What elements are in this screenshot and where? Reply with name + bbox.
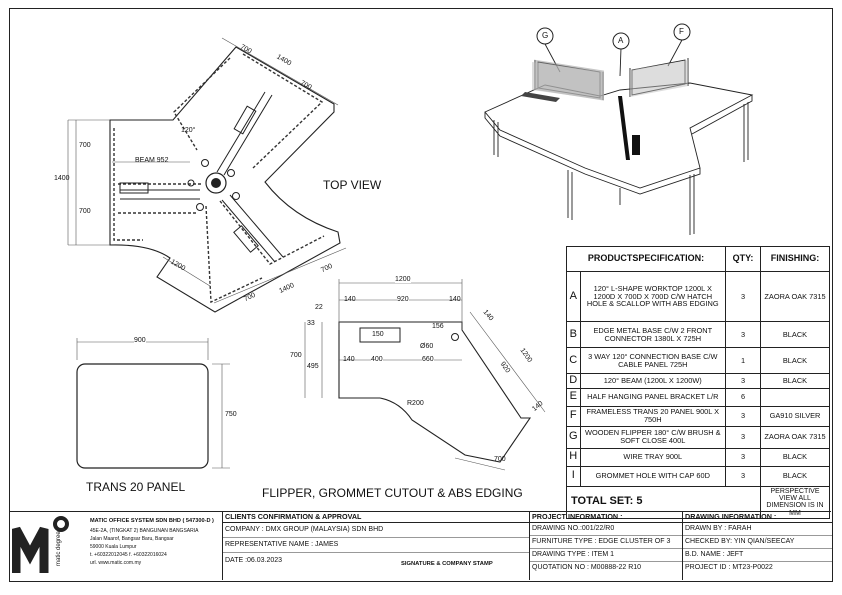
flipper-dim-1200: 1200 <box>395 276 411 283</box>
flipper-dim-22: 22 <box>315 304 323 311</box>
drawn-by: DRAWN BY : FARAH <box>683 523 832 536</box>
dim-left-1400: 1400 <box>54 175 70 182</box>
spec-row <box>567 272 830 322</box>
flipper-title: FLIPPER, GROMMET CUTOUT & ABS EDGING <box>262 486 523 500</box>
spec-desc: WOODEN FLIPPER 180° C/W BRUSH & SOFT CLOSE 400L <box>580 426 725 448</box>
spec-qty: 1 <box>726 348 761 374</box>
dim-bottom-700-c: 700 <box>243 291 257 304</box>
spec-qty: 3 <box>726 406 761 426</box>
spec-desc: 3 WAY 120° CONNECTION BASE C/W CABLE PANEL 725H <box>580 348 725 374</box>
spec-row <box>567 348 830 374</box>
company-web: url. www.matic.com.my <box>90 560 142 566</box>
spec-qty: 3 <box>726 466 761 486</box>
spec-header-row <box>567 247 830 272</box>
beam-label: BEAM 952 <box>135 157 169 164</box>
flipper-dim-150: 150 <box>372 331 384 338</box>
drawing-no: DRAWING NO.:001/22/R0 <box>530 523 683 536</box>
company-addr1: 45E-2A, (TINGKAT 2) BANGUNAN BANGSARIA <box>90 528 199 534</box>
spec-finish: BLACK <box>761 466 830 486</box>
dim-1200: 1200 <box>169 258 187 273</box>
flipper-dim-156: 156 <box>432 323 444 330</box>
spec-code: B <box>567 322 581 348</box>
spec-row <box>567 388 830 406</box>
spec-qty: 3 <box>726 322 761 348</box>
flipper-dim-700: 700 <box>290 352 302 359</box>
flipper-dim-920: 920 <box>397 296 409 303</box>
spec-finish: BLACK <box>761 374 830 389</box>
flipper-dim-400: 400 <box>371 356 383 363</box>
spec-desc: HALF HANGING PANEL BRACKET L/R <box>580 388 725 406</box>
client-company: COMPANY : DMX GROUP (MALAYSIA) SDN BHD <box>223 523 530 538</box>
bd-name: B.D. NAME : JEFT <box>683 549 832 562</box>
flipper-dim-140-a: 140 <box>344 296 356 303</box>
client-header: CLIENTS CONFIRMATION & APPROVAL <box>223 511 530 523</box>
angle-label: 120° <box>181 127 196 134</box>
dimension-note: PERSPECTIVE VIEW ALL DIMENSION IS IN MM <box>761 486 830 518</box>
panel-height-dim: 750 <box>225 411 237 418</box>
quotation-no: QUOTATION NO : M00888-22 R10 <box>532 564 642 571</box>
dim-left-700-top: 700 <box>79 142 91 149</box>
spec-desc: 120° BEAM (1200L X 1200W) <box>580 374 725 389</box>
spec-qty: 3 <box>726 448 761 466</box>
callout-a: A <box>618 36 624 45</box>
dim-top-700-a: 700 <box>239 43 253 56</box>
dim-left-700-bot: 700 <box>79 208 91 215</box>
panel-width-dim: 900 <box>134 337 146 344</box>
drawing-header: DRAWING INFORMATION : <box>683 511 832 523</box>
company-phone: t. +60322012045 f. +60322016024 <box>90 552 167 558</box>
spec-finish: BLACK <box>761 448 830 466</box>
project-id: PROJECT ID : MT23-P0022 <box>685 564 773 571</box>
total-set: TOTAL SET: 5 <box>567 486 761 518</box>
company-name: MATIC OFFICE SYSTEM SDN BHD ( 547300-D ) <box>90 518 214 524</box>
drawing-info-block <box>682 511 832 580</box>
flipper-dim-140-e: 140 <box>531 400 545 413</box>
flipper-radius: R200 <box>407 400 424 407</box>
signature-label: SIGNATURE & COMPANY STAMP <box>401 561 493 567</box>
dim-bottom-1400: 1400 <box>278 282 296 295</box>
spec-header-qty: QTY: <box>726 247 761 272</box>
spec-row <box>567 426 830 448</box>
logo-subtext: matic degree <box>56 531 62 566</box>
spec-finish: ZAORA OAK 7315 <box>761 272 830 322</box>
flipper-dim-140-c: 140 <box>481 308 495 323</box>
spec-row <box>567 374 830 389</box>
spec-finish <box>761 388 830 406</box>
spec-header-finish: FINISHING: <box>761 247 830 272</box>
top-view-title: TOP VIEW <box>323 178 382 192</box>
spec-code: H <box>567 448 581 466</box>
spec-code: A <box>567 272 581 322</box>
project-info-block <box>529 511 683 580</box>
spec-code: E <box>567 388 581 406</box>
callout-f: F <box>679 27 684 36</box>
flipper-dim-700-b: 700 <box>494 456 506 463</box>
spec-finish: BLACK <box>761 348 830 374</box>
company-addr2: Jalan Maarof, Bangsar Baru, Bangsar <box>90 536 174 542</box>
spec-desc: EDGE METAL BASE C/W 2 FRONT CONNECTOR 1380L X 725H <box>580 322 725 348</box>
spec-desc: FRAMELESS TRANS 20 PANEL 900L X 750H <box>580 406 725 426</box>
spec-qty: 3 <box>726 426 761 448</box>
client-rep: REPRESENTATIVE NAME : JAMES <box>223 538 530 553</box>
spec-finish: ZAORA OAK 7315 <box>761 426 830 448</box>
spec-finish: BLACK <box>761 322 830 348</box>
spec-code: D <box>567 374 581 389</box>
flipper-dim-495: 495 <box>307 363 319 370</box>
spec-code: G <box>567 426 581 448</box>
drawing-type: DRAWING TYPE : ITEM 1 <box>530 549 683 562</box>
flipper-dim-33: 33 <box>307 320 315 327</box>
flipper-dim-140-d: 140 <box>343 356 355 363</box>
flipper-dim-140-b: 140 <box>449 296 461 303</box>
spec-qty: 6 <box>726 388 761 406</box>
flipper-dim-1200-r: 1200 <box>518 347 534 364</box>
company-addr3: 59000 Kuala Lumpur <box>90 544 137 550</box>
dim-top-1400-a: 1400 <box>275 53 293 68</box>
client-date: DATE :06.03.2023 <box>225 557 283 564</box>
company-block <box>10 512 222 580</box>
flipper-dim-grommet: Ø60 <box>420 343 434 350</box>
spec-qty: 3 <box>726 374 761 389</box>
spec-qty: 3 <box>726 272 761 322</box>
spec-row <box>567 406 830 426</box>
spec-desc: GROMMET HOLE WITH CAP 60D <box>580 466 725 486</box>
spec-header-product: PRODUCTSPECIFICATION: <box>567 247 726 272</box>
dim-top-700-b: 700 <box>299 79 313 92</box>
flipper-dim-660: 660 <box>422 356 434 363</box>
product-spec-table <box>566 246 830 519</box>
spec-code: C <box>567 348 581 374</box>
spec-desc: 120° L-SHAPE WORKTOP 1200L X 1200D X 700D X 700D C/W HATCH HOLE & SCALLOP WITH ABS EDGING <box>580 272 725 322</box>
spec-desc: WIRE TRAY 900L <box>580 448 725 466</box>
spec-finish: GA910 SILVER <box>761 406 830 426</box>
spec-code: F <box>567 406 581 426</box>
flipper-dim-920-r: 920 <box>498 360 512 375</box>
client-date-row <box>223 553 530 569</box>
project-header: PROJECT INFORMATION : <box>530 511 683 523</box>
callout-g: G <box>542 31 549 40</box>
spec-row <box>567 448 830 466</box>
spec-row <box>567 322 830 348</box>
furniture-type: FURNITURE TYPE : EDGE CLUSTER OF 3 <box>530 536 683 549</box>
dim-bottom-700-d: 700 <box>320 262 334 275</box>
trans-panel-title: TRANS 20 PANEL <box>86 480 186 494</box>
client-approval-block <box>222 511 530 580</box>
spec-code: I <box>567 466 581 486</box>
spec-row <box>567 466 830 486</box>
checked-by: CHECKED BY: YIN QIAN/SEECAY <box>683 536 832 549</box>
